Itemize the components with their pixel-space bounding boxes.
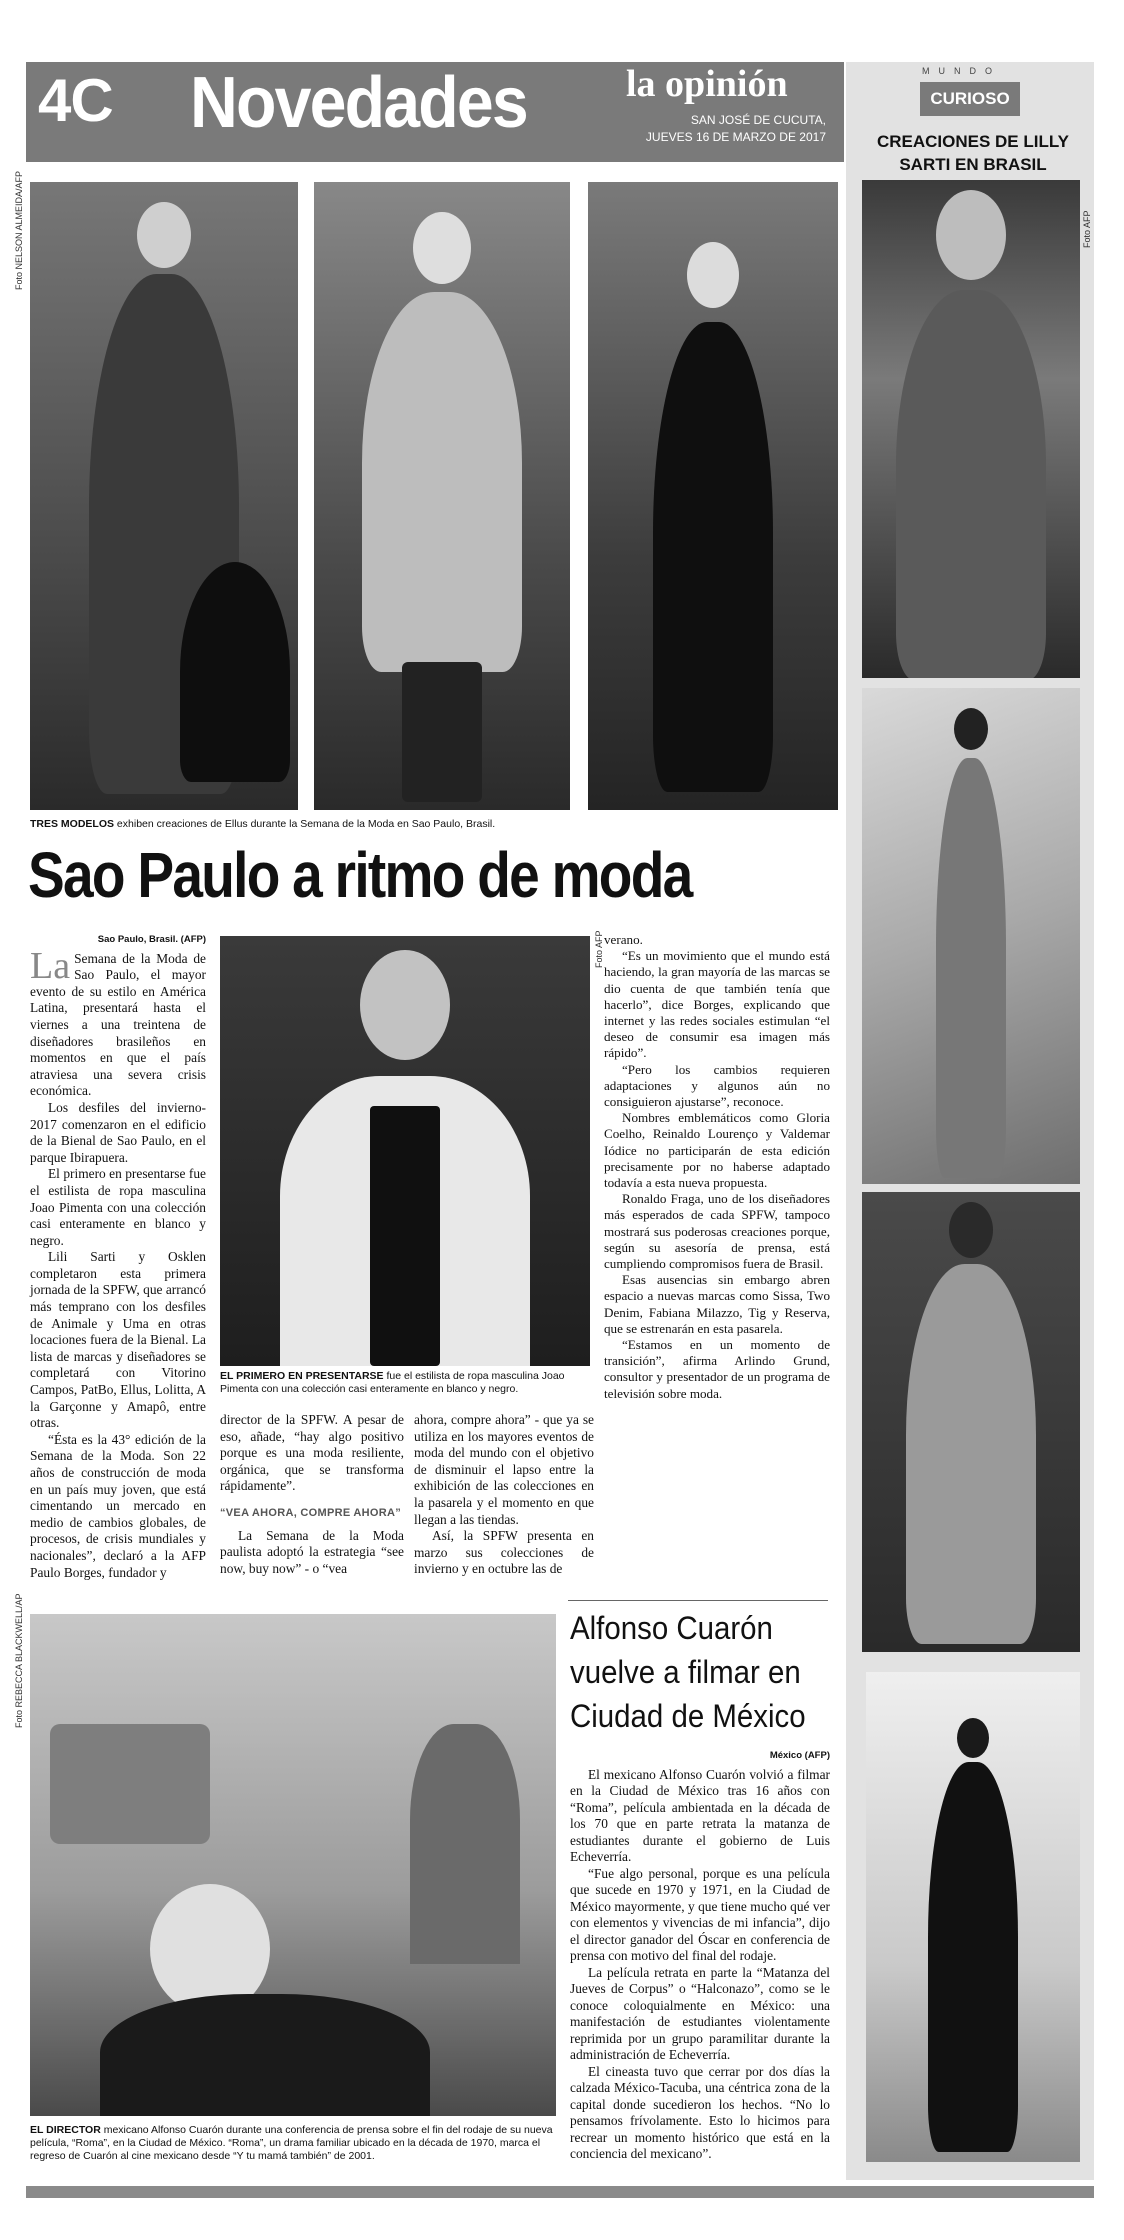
sidebar-photo-3 <box>862 1192 1080 1652</box>
paragraph: Lili Sarti y Osklen completaron esta primera jornada de la SPFW, que arrancó más temprano con los desfiles de Animale y Uma en otras locaciones fuera de la Bienal. La lista de marcas y diseñadores se completará con Vitorino Campos, PatBo, Ellus, Lolitta, A la Garçonne y Amapô, entre otras. <box>30 1249 206 1431</box>
paragraph: “Es un movimiento que el mundo está haciendo, la gran mayoría de las marcas se dio cuenta de que también tenía que hacerlo”, dice Borges, explicando que internet y las redes sociales estimulan “el deseo de consumir esa imagen más rápido”. <box>604 948 830 1061</box>
paragraph: La película retrata en parte la “Matanza del Jueves de Corpus” o “Halconazo”, como se le conoce coloquialmente en México: una manifestación de estudiantes violentamente reprimida por un grupo paramilitar durante la administración de Echeverría. <box>570 1964 830 2062</box>
top-photo-2 <box>314 182 570 810</box>
paragraph: verano. <box>604 932 643 947</box>
paragraph: “Fue algo personal, porque es una película que sucede en 1970 y 1971, en la Ciudad de México mayormente, y que tiene mucho qué ver con elementos y vivencias de mi infancia”, dijo el director ganador del Óscar en conferencia de prensa con motivo del final del rodaje. <box>570 1865 830 1963</box>
paragraph: La Semana de la Moda paulista adoptó la estrategia “see now, buy now” - o “vea <box>220 1527 404 1576</box>
article2-photo-caption <box>30 2124 556 2163</box>
footer-bar <box>26 2186 1094 2198</box>
sidebar-kicker: MUNDO <box>922 66 1001 76</box>
headline-sao-paulo: Sao Paulo a ritmo de moda <box>28 839 692 911</box>
paragraph: “Estamos en un momento de transición”, afirma Arlindo Grund, consultor y presentador de un programa de televisión sobre moda. <box>604 1337 830 1401</box>
caption-body: mexicano Alfonso Cuarón durante una conferencia de prensa sobre el fin del rodaje de su nueva película, “Roma”, en la Ciudad de México. “Roma”, un drama familiar ubicado en la década de 1970, marca el regreso de Cuarón al cine mexicano desde “Y tu mamá también” de 2001. <box>30 2124 553 2162</box>
top-photos-caption <box>30 818 830 831</box>
paragraph-text: Semana de la Moda de Sao Paulo, el mayor evento de su estilo en América Latina, presentará hasta el viernes a una treintena de diseñadores brasileños en momentos en que el país atraviesa una severa crisis económica. <box>30 950 206 1099</box>
headline-cuaron: Alfonso Cuarón vuelve a filmar en Ciudad de México <box>570 1610 806 1734</box>
caption-body: fue el estilista de ropa masculina Joao Pimenta con una colección casi enteramente en blanco y negro. <box>220 1370 565 1395</box>
sidebar-title: CREACIONES DE LILLY SARTI EN BRASIL <box>876 132 1070 174</box>
page-number: 4C <box>38 67 113 134</box>
divider <box>568 1600 828 1601</box>
top-photo-3 <box>588 182 838 810</box>
header-date: JUEVES 16 DE MARZO DE 2017 <box>645 130 826 144</box>
subhead: “VEA AHORA, COMPRE AHORA” <box>220 1506 402 1519</box>
top-photo-1 <box>30 182 298 810</box>
paragraph: “Ésta es la 43° edición de la Semana de la Moda. Son 22 años de construcción de moda en un país muy joven, que está cimentando un mercado en medio de cambios globales, de procesos, de crisis mundiales y nacionales”, declaró a la AFP Paulo Borges, fundador y <box>30 1431 206 1580</box>
section-title: Novedades <box>190 63 527 143</box>
caption-body: exhiben creaciones de Ellus durante la Semana de la Moda en Sao Paulo, Brasil. <box>114 818 496 830</box>
article2-photo-credit: Foto REBECCA BLACKWELL/AP <box>14 1593 24 1728</box>
article1-col2 <box>220 1412 404 1577</box>
caption-lead: EL PRIMERO EN PRESENTARSE <box>220 1370 384 1382</box>
sidebar-credit: Foto AFP <box>1082 210 1092 248</box>
article1-photo-caption <box>220 1370 594 1396</box>
article2-photo <box>30 1614 556 2116</box>
article2-body <box>570 1748 830 2163</box>
paragraph: Así, la SPFW presenta en marzo sus colecciones de invierno y en octubre las de <box>414 1528 594 1577</box>
paragraph: El primero en presentarse fue el estilista de ropa masculina Joao Pimenta con una colección casi enteramente en blanco y negro. <box>30 1166 206 1248</box>
dropcap: La <box>30 944 71 987</box>
sidebar-photo-2 <box>862 688 1080 1184</box>
dateline: México (AFP) <box>769 1750 830 1761</box>
paragraph: Nombres emblemáticos como Gloria Coelho, Reinaldo Lourenço y Valdemar Iódice no participarán de esta edición precisamente por no haberse adaptado todavía a esta nueva propuesta. <box>604 1110 830 1191</box>
paragraph: El cineasta tuvo que cerrar por dos días la calzada México-Tacuba, una céntrica zona de la capital donde sucedieron los hechos. “No lo pensamos frívolamente. Esto lo hicimos para recrear un momento histórico que está en la conciencia del mexicano”. <box>570 2063 830 2161</box>
dateline: Sao Paulo, Brasil. (AFP) <box>97 934 206 945</box>
sidebar-badge: CURIOSO <box>920 82 1020 116</box>
article1-photo <box>220 936 590 1366</box>
caption-lead: TRES MODELOS <box>30 818 115 830</box>
caption-lead: EL DIRECTOR <box>30 2124 101 2136</box>
article1-col4 <box>604 932 830 1402</box>
paragraph: ahora, compre ahora” - que ya se utiliza en los mayores eventos de moda del mundo con el objetivo de disminuir el lapso entre la exhibición de las colecciones en la pasarela y el momento en que llegan a las tiendas. <box>414 1412 594 1527</box>
newspaper-logo: la opinión <box>626 63 788 105</box>
article1-photo-credit: Foto AFP <box>594 930 604 968</box>
paragraph: El mexicano Alfonso Cuarón volvió a filmar en la Ciudad de México tras 16 años con “Roma”, película ambientada en la década de los 70 que en parte retrata la matanza de estudiantes durante el gobierno de Luis Echeverría. <box>570 1766 830 1864</box>
article1-col1 <box>30 932 206 1581</box>
sidebar-photo-4 <box>866 1672 1080 2162</box>
paragraph: “Pero los cambios requieren adaptaciones y algunos aún no consiguieron ajustarse”, reconoce. <box>604 1061 830 1110</box>
paragraph: director de la SPFW. A pesar de eso, añade, “hay algo positivo porque es una moda resiliente, orgánica, que se transforma rápidamente”. <box>220 1412 404 1494</box>
top-photo-credit: Foto NELSON ALMEIDA/AFP <box>14 170 24 290</box>
paragraph: Los desfiles del invierno-2017 comenzaron en el edificio de la Bienal de Sao Paulo, en el parque Ibirapuera. <box>30 1099 206 1165</box>
header-location: SAN JOSÉ DE CUCUTA, <box>690 113 826 127</box>
paragraph: Esas ausencias sin embargo abren espacio a nuevas marcas como Sissa, Two Denim, Fabiana Milazzo, Tig y Reserva, que se estrenarán en esta pasarela. <box>604 1272 830 1336</box>
paragraph <box>30 944 206 1100</box>
article1-col3 <box>414 1412 594 1578</box>
paragraph: Ronaldo Fraga, uno de los diseñadores más esperados de cada SPFW, tampoco mostrará sus poderosas creaciones porque, según su asesoría de prensa, está cumpliendo compromisos fuera de Brasil. <box>604 1191 830 1272</box>
sidebar-photo-1 <box>862 180 1080 678</box>
